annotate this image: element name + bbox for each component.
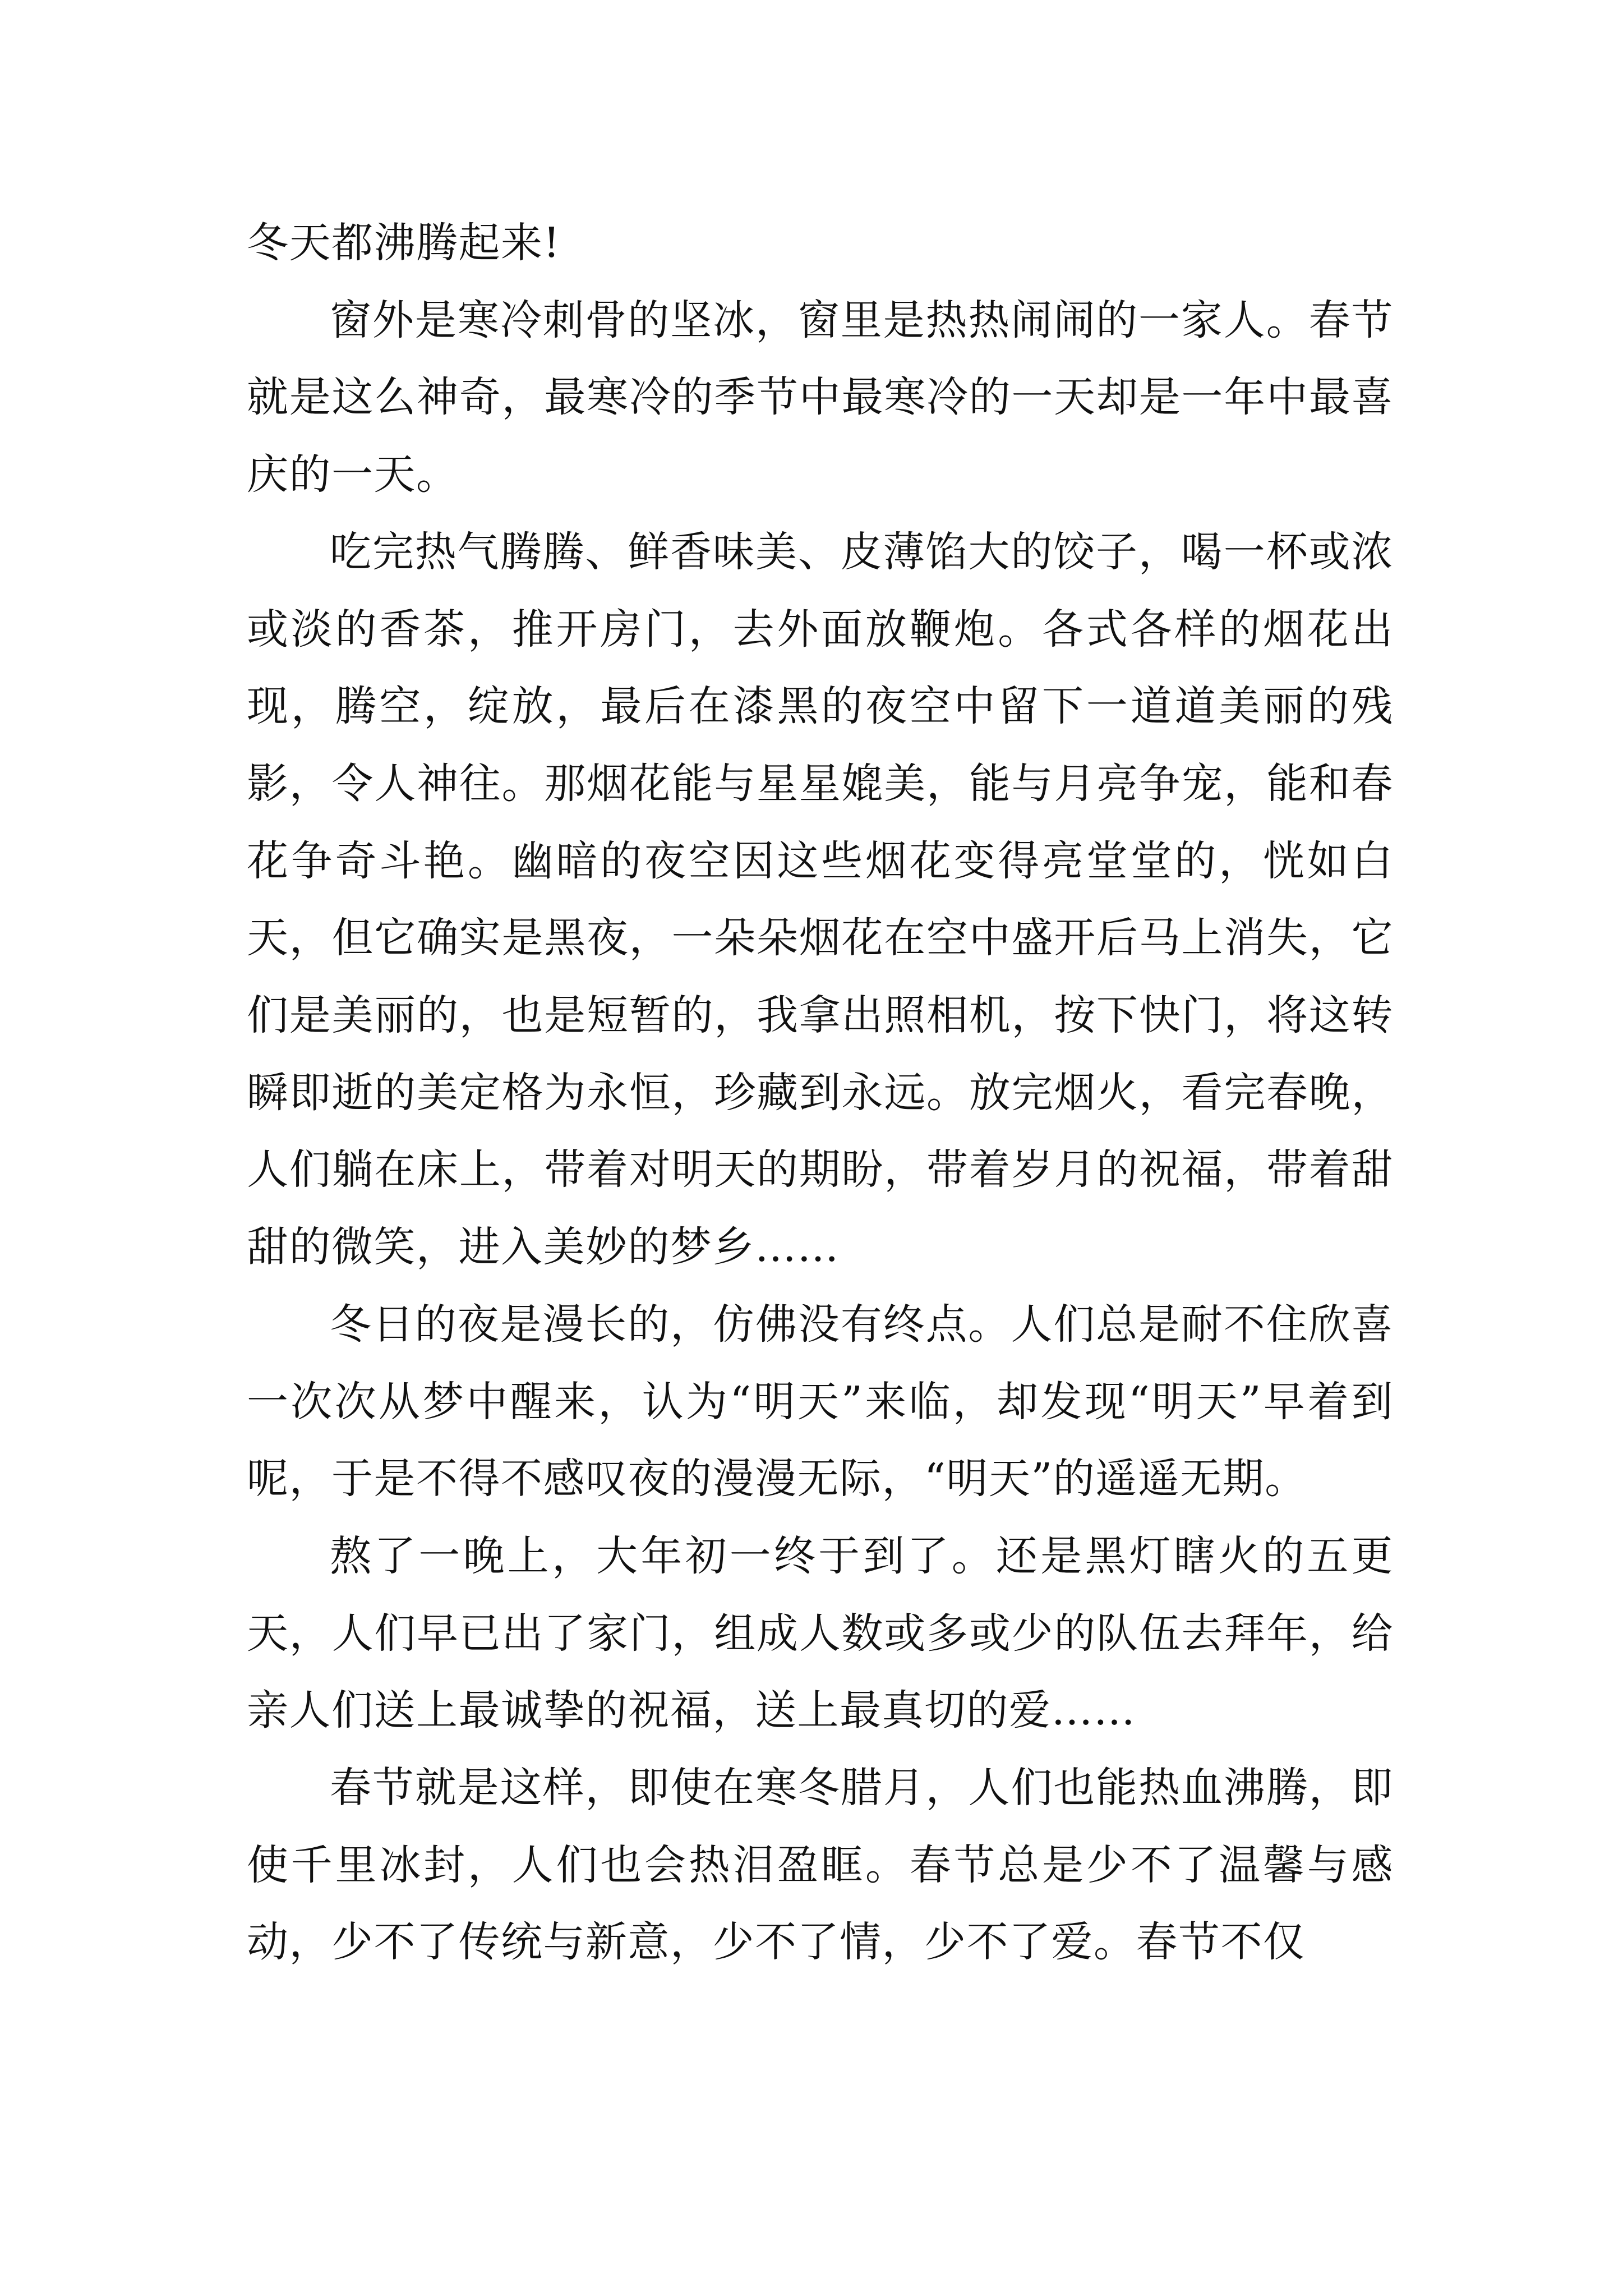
document-body bbox=[247, 205, 1394, 1981]
paragraph-fireworks: 吃完热气腾腾、鲜香味美、皮薄馅大的饺子，喝一杯或浓或淡的香茶，推开房门，去外面放鞭炮。各式各样的烟花出现，腾空，绽放，最后在漆黑的夜空中留下一道道美丽的残影，令人神往。那烟花能与星星媲美，能与月亮争宠，能和春花争奇斗艳。幽暗的夜空因这些烟花变得亮堂堂的，恍如白天，但它确实是黑夜，一朵朵烟花在空中盛开后马上消失，它们是美丽的，也是短暂的，我拿出照相机，按下快门，将这转瞬即逝的美定格为永恒，珍藏到永远。放完烟火，看完春晚，人们躺在床上，带着对明天的期盼，带着岁月的祝福，带着甜甜的微笑，进入美妙的梦乡…… bbox=[247, 527, 1394, 1272]
paragraph-new-year-visit: 熬了一晚上，大年初一终于到了。还是黑灯瞎火的五更天，人们早已出了家门，组成人数或多或少的队伍去拜年，给亲人们送上最诚挚的祝福，送上最真切的爱…… bbox=[247, 1531, 1394, 1735]
paragraph-continuation: 冬天都沸腾起来! bbox=[247, 219, 561, 267]
paragraph-window-scene: 窗外是寒冷刺骨的坚冰，窗里是热热闹闹的一家人。春节就是这么神奇，最寒冷的季节中最寒冷的一天却是一年中最喜庆的一天。 bbox=[247, 296, 1394, 499]
paragraph-spring-festival-summary: 春节就是这样，即使在寒冬腊月，人们也能热血沸腾，即使千里冰封，人们也会热泪盈眶。春节总是少不了温馨与感动，少不了传统与新意，少不了情，少不了爱。春节不仅 bbox=[247, 1764, 1394, 1967]
paragraph-long-night: 冬日的夜是漫长的，仿佛没有终点。人们总是耐不住欣喜一次次从梦中醒来，认为“明天”来临，却发现“明天”早着到呢，于是不得不感叹夜的漫漫无际，“明天”的遥遥无期。 bbox=[247, 1300, 1394, 1503]
